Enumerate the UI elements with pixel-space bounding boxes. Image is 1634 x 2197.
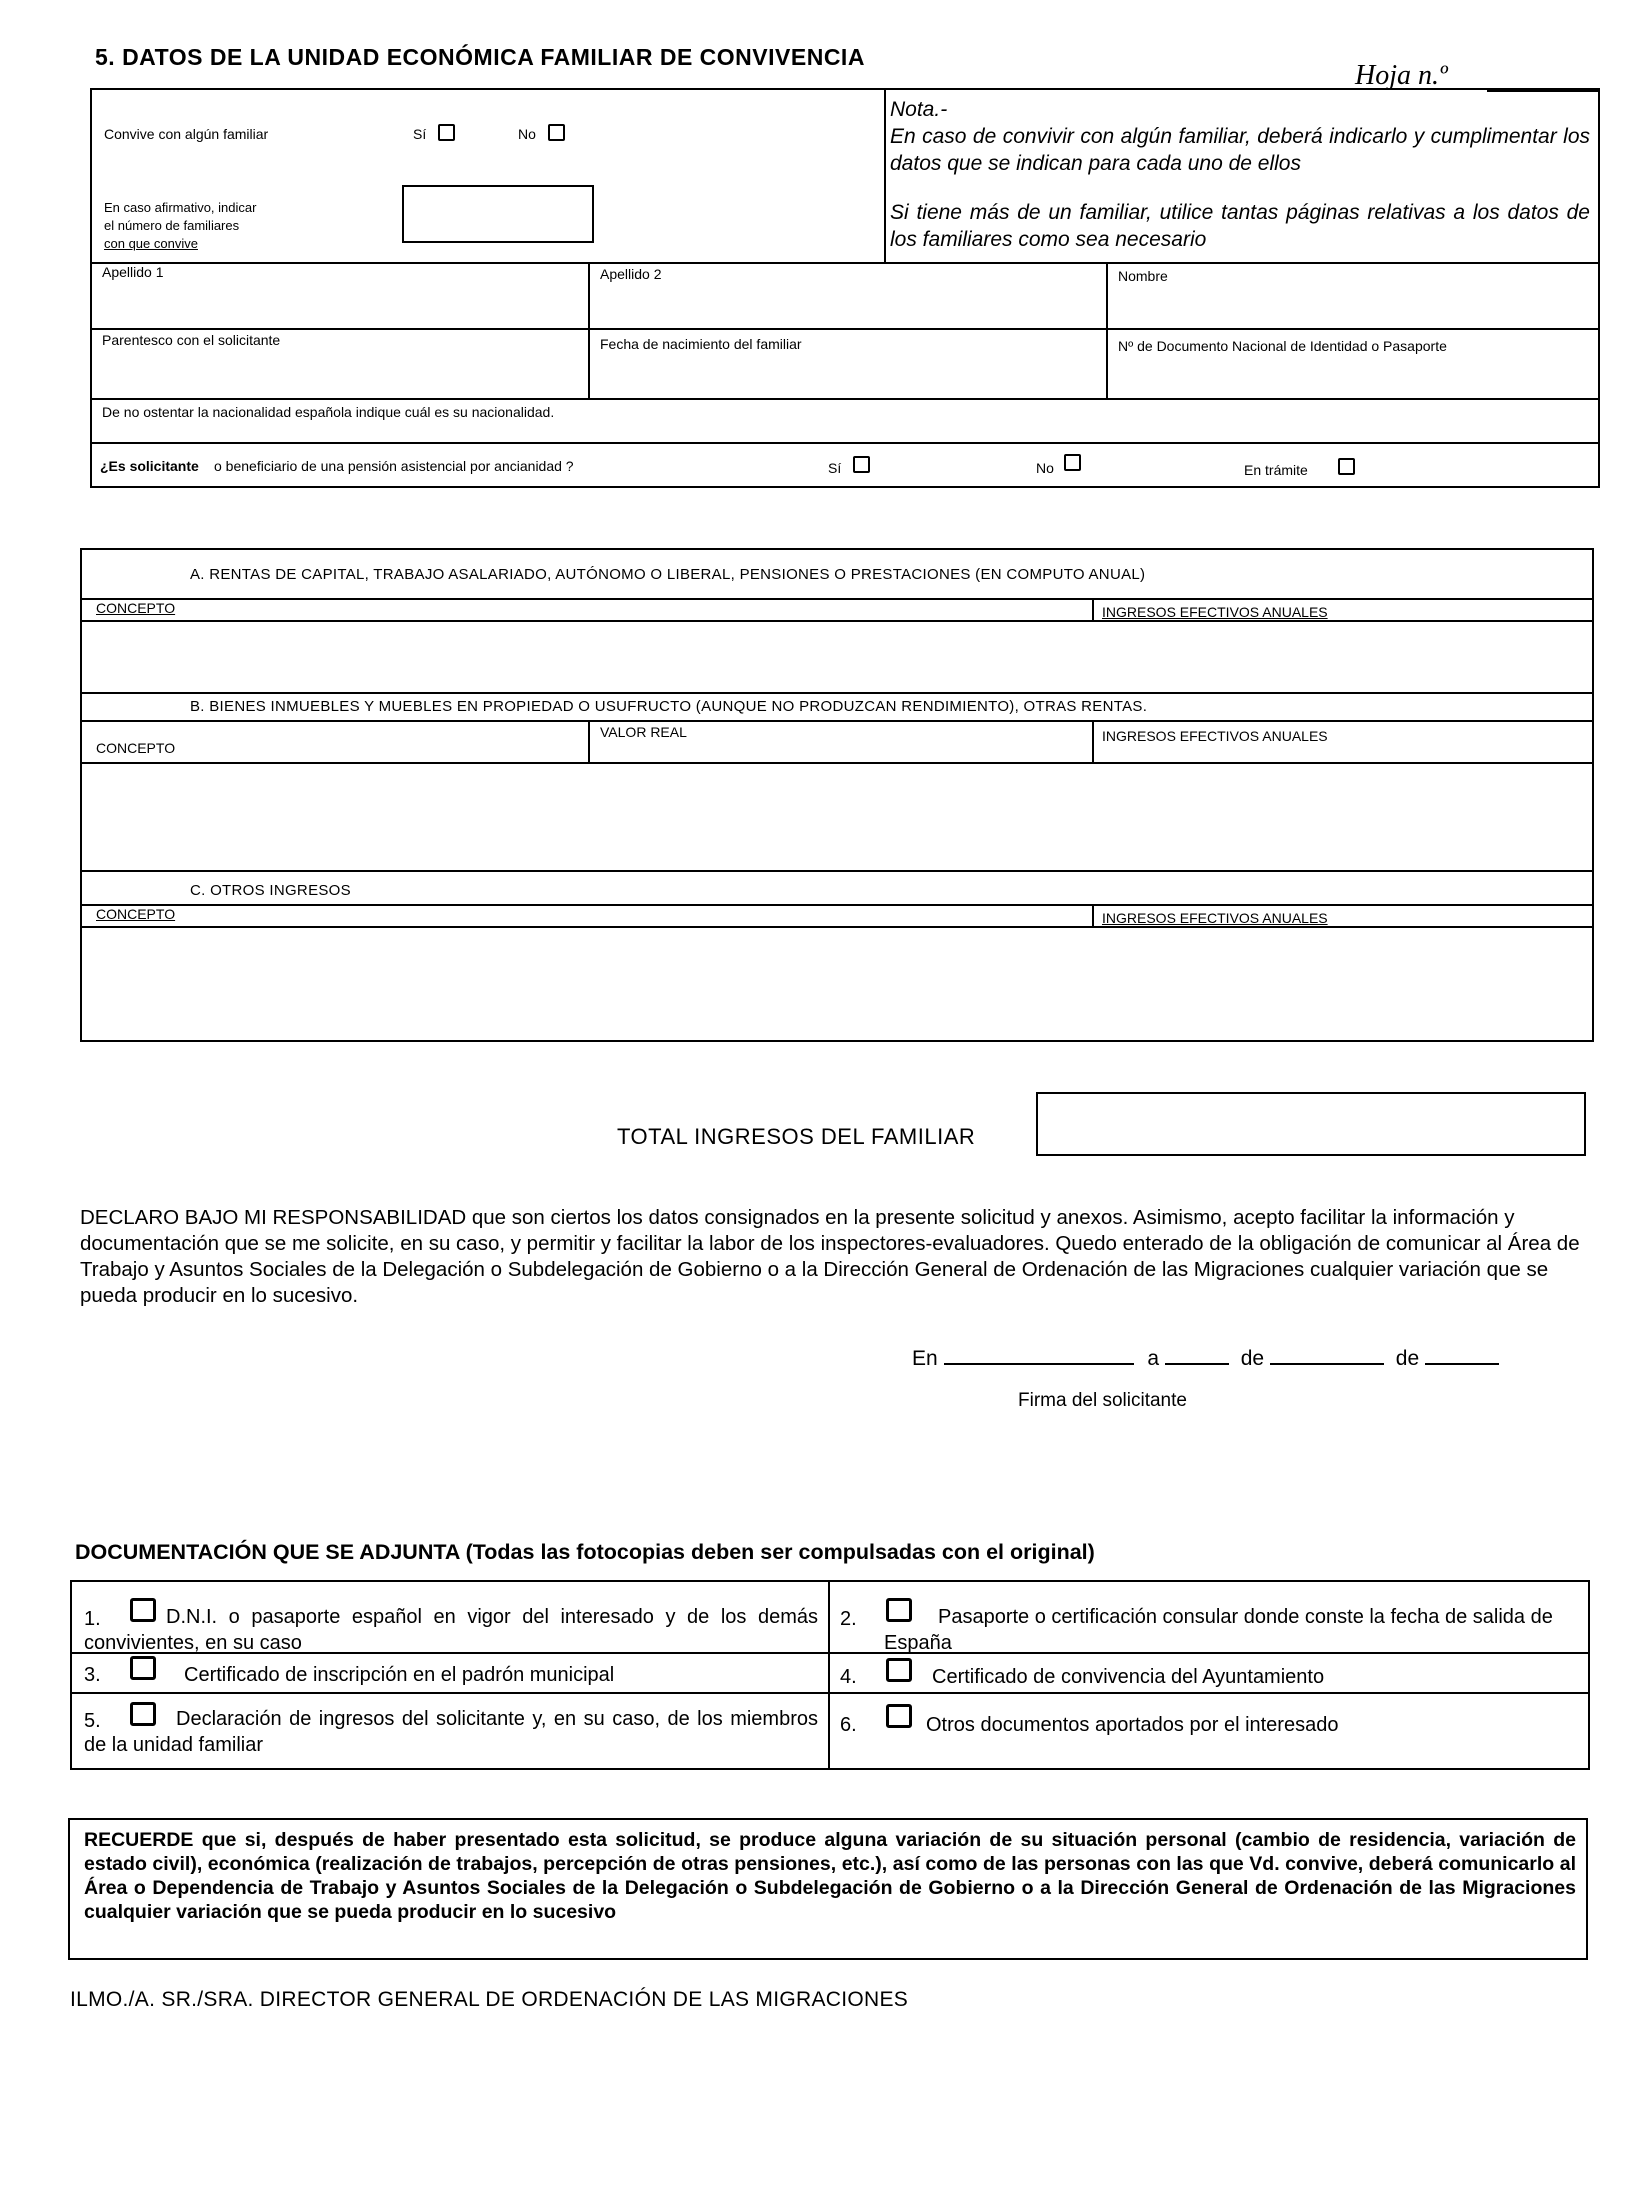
en-label: En <box>912 1347 938 1370</box>
doc-item-checkbox-4[interactable] <box>886 1658 912 1682</box>
row-divider <box>82 692 1592 694</box>
day-field[interactable] <box>1165 1345 1229 1365</box>
a-label: a <box>1147 1347 1160 1370</box>
income-c-entry-area[interactable] <box>82 928 1592 1038</box>
pension-tramite-label: En trámite <box>1244 462 1308 478</box>
addressee: ILMO./A. SR./SRA. DIRECTOR GENERAL DE ORDENACIÓN DE LAS MIGRACIONES <box>70 1988 909 2011</box>
doc-item-text-1: D.N.I. o pasaporte español en vigor del interesado y de los demás convivientes, en su caso <box>84 1606 818 1654</box>
docs-title: DOCUMENTACIÓN QUE SE ADJUNTA (Todas las fotocopias deben ser compulsadas con el original) <box>75 1540 1095 1564</box>
row-divider <box>72 1692 1588 1694</box>
nota-text-1: En caso de convivir con algún familiar, deberá indicarlo y cumplimentar los datos que se indican para cada uno de ellos <box>890 125 1590 175</box>
valor-real-label: VALOR REAL <box>600 724 687 740</box>
declaration-text: DECLARO BAJO MI RESPONSABILIDAD que son ciertos los datos consignados en la presente solicitud y anexos. Asimismo, acepto facilitar la información y documentación que se me solicite, en su caso, y permitir y facilitar la labor de los inspectores-evaluadores. Quedo enterado de la obligación de comunicar al Área de Trabajo y Asuntos Sociales de la Delegación o Subdelegación de Gobierno o a la Dirección General de Ordenación de las Migraciones cualquier variación que se pueda producir en lo sucesivo. <box>80 1206 1580 1307</box>
income-a-entry-area[interactable] <box>82 622 1592 692</box>
pension-question-bold: ¿Es solicitante <box>100 458 199 474</box>
apellido1-input[interactable] <box>92 284 586 326</box>
convive-label: Convive con algún familiar <box>104 126 269 142</box>
year-field[interactable] <box>1425 1345 1499 1365</box>
afirmativo-label: con que convive <box>104 236 198 251</box>
dni-input[interactable] <box>1108 358 1596 396</box>
row-divider <box>92 442 1598 444</box>
apellido2-label: Apellido 2 <box>600 266 662 282</box>
nombre-label: Nombre <box>1118 268 1168 284</box>
doc-item-num-5: 5. <box>84 1710 101 1732</box>
pension-no-checkbox[interactable] <box>1064 454 1081 471</box>
ingresos-c-label: INGRESOS EFECTIVOS ANUALES <box>1102 910 1328 926</box>
num-familiares-input[interactable] <box>402 185 594 243</box>
parentesco-label: Parentesco con el solicitante <box>102 332 281 348</box>
row-divider <box>92 328 1598 330</box>
doc-item-num-3: 3. <box>84 1664 101 1686</box>
ingresos-b-label: INGRESOS EFECTIVOS ANUALES <box>1102 728 1328 744</box>
concepto-a-label: CONCEPTO <box>96 600 176 616</box>
col-divider <box>588 720 590 762</box>
dni-label: Nº de Documento Nacional de Identidad o Pasaporte <box>1118 338 1447 354</box>
pension-tramite-checkbox[interactable] <box>1338 458 1355 475</box>
total-ingresos-input[interactable] <box>1036 1092 1586 1156</box>
row-divider <box>92 262 1598 264</box>
convive-no-label: No <box>518 126 536 142</box>
pension-si-label: Sí <box>828 460 842 476</box>
doc-item-text-4: Certificado de convivencia del Ayuntamiento <box>932 1666 1325 1688</box>
de-label-1: de <box>1240 1347 1265 1370</box>
income-a-title: A. RENTAS DE CAPITAL, TRABAJO ASALARIADO, AUTÓNOMO O LIBERAL, PENSIONES O PRESTACIONES (EN COMPUTO ANUAL) <box>190 566 1146 583</box>
pension-no-label: No <box>1036 460 1054 476</box>
fecha-nacimiento-input[interactable] <box>590 356 1104 396</box>
hoja-label: Hoja n.º <box>1355 60 1448 91</box>
doc-item-checkbox-6[interactable] <box>886 1704 912 1728</box>
convive-si-checkbox[interactable] <box>438 124 455 141</box>
convive-si-label: Sí <box>413 126 427 142</box>
apellido2-input[interactable] <box>590 286 1104 326</box>
col-divider <box>828 1582 830 1768</box>
row-divider <box>82 870 1592 872</box>
nacionalidad-label: De no ostentar la nacionalidad española indique cuál es su nacionalidad. <box>102 404 555 420</box>
doc-item-num-4: 4. <box>840 1666 857 1688</box>
income-b-title: B. BIENES INMUEBLES Y MUEBLES EN PROPIEDAD O USUFRUCTO (AUNQUE NO PRODUZCAN RENDIMIENTO), OTRAS RENTAS. <box>190 698 1148 715</box>
income-b-entry-area[interactable] <box>82 764 1592 870</box>
concepto-b-label: CONCEPTO <box>96 740 176 756</box>
doc-item-checkbox-3[interactable] <box>130 1656 156 1680</box>
parentesco-input[interactable] <box>92 352 586 396</box>
row-divider <box>92 398 1598 400</box>
row-divider <box>82 598 1592 600</box>
doc-item-text-5: Declaración de ingresos del solicitante y, en su caso, de los miembros de la unidad familiar <box>84 1708 818 1756</box>
nota-title: Nota.- <box>890 98 948 121</box>
section-title: 5. DATOS DE LA UNIDAD ECONÓMICA FAMILIAR DE CONVIVENCIA <box>95 44 865 70</box>
afirmativo-label: En caso afirmativo, indicar <box>104 200 257 215</box>
afirmativo-label: el número de familiares <box>104 218 240 233</box>
doc-item-text-3: Certificado de inscripción en el padrón municipal <box>184 1664 615 1686</box>
row-divider <box>82 720 1592 722</box>
firma-label: Firma del solicitante <box>1018 1390 1187 1411</box>
reminder-box <box>68 1818 1588 1960</box>
doc-item-num-1: 1. <box>84 1608 101 1630</box>
doc-item-text-6: Otros documentos aportados por el interesado <box>926 1714 1339 1736</box>
pension-question: o beneficiario de una pensión asistencial por ancianidad ? <box>214 458 574 474</box>
de-label-2: de <box>1395 1347 1420 1370</box>
col-divider <box>1092 904 1094 926</box>
col-divider <box>1092 720 1094 762</box>
fecha-nacimiento-label: Fecha de nacimiento del familiar <box>600 336 802 352</box>
ingresos-a-label: INGRESOS EFECTIVOS ANUALES <box>1102 604 1328 620</box>
nombre-input[interactable] <box>1108 288 1596 326</box>
month-field[interactable] <box>1270 1345 1384 1365</box>
total-ingresos-label: TOTAL INGRESOS DEL FAMILIAR <box>617 1124 976 1149</box>
nota-text-2: Si tiene más de un familiar, utilice tantas páginas relativas a los datos de los familiares como sea necesario <box>890 201 1590 251</box>
col-divider <box>1092 598 1094 620</box>
pension-si-checkbox[interactable] <box>853 456 870 473</box>
doc-item-text-2: Pasaporte o certificación consular donde conste la fecha de salida de España <box>884 1606 1553 1654</box>
income-c-title: C. OTROS INGRESOS <box>190 882 351 899</box>
convive-no-checkbox[interactable] <box>548 124 565 141</box>
row-divider <box>82 904 1592 906</box>
apellido1-label: Apellido 1 <box>102 264 164 280</box>
place-field[interactable] <box>944 1345 1134 1365</box>
reminder-text: RECUERDE que si, después de haber presentado esta solicitud, se produce alguna variación de su situación personal (cambio de residencia, variación de estado civil), económica (realización de trabajos, percepción de otras pensiones, etc.), así como de las personas con las que Vd. convive, deberá comunicarlo al Área o Dependencia de Trabajo y Asuntos Sociales de la Delegación o Subdelegación de Gobierno o a la Dirección General de Ordenación de las Migraciones cualquier variación que se pueda producir en lo sucesivo <box>84 1829 1576 1923</box>
doc-item-num-6: 6. <box>840 1714 857 1736</box>
nota-divider <box>884 90 886 264</box>
doc-item-num-2: 2. <box>840 1608 857 1630</box>
concepto-c-label: CONCEPTO <box>96 906 176 922</box>
date-place-line <box>912 1345 1499 1371</box>
